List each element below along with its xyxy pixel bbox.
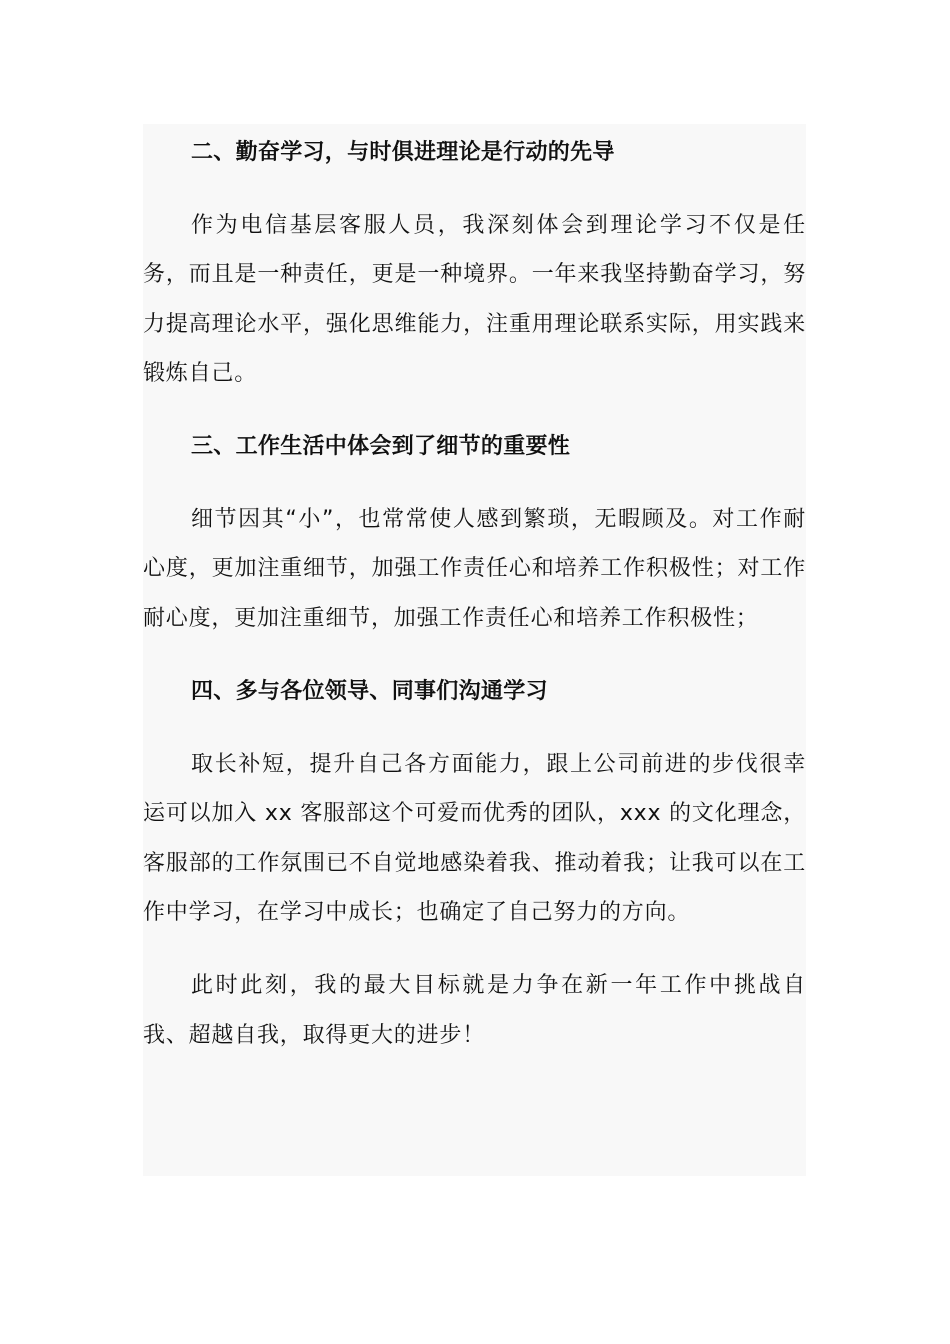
section-heading-4: 四、多与各位领导、同事们沟通学习	[191, 679, 548, 705]
section-heading-3: 三、工作生活中体会到了细节的重要性	[191, 434, 571, 460]
section-heading-2: 二、勤奋学习，与时俱进理论是行动的先导	[191, 140, 615, 165]
document-page	[143, 124, 806, 1176]
section-body-2: 作为电信基层客服人员，我深刻体会到理论学习不仅是任务，而且是一种责任，更是一种境界。一年来我坚持勤奋学习，努力提高理论水平，强化思维能力，注重用理论联系实际，用实践来锻炼自己。	[143, 213, 806, 386]
section-body-3: 细节因其“小”，也常常使人感到繁琐，无暇顾及。对工作耐心度，更加注重细节，加强工作责任心和培养工作积极性；对工作耐心度，更加注重细节，加强工作责任心和培养工作积极性；	[143, 507, 806, 631]
closing-paragraph: 此时此刻，我的最大目标就是力争在新一年工作中挑战自我、超越自我，取得更大的进步！	[143, 973, 806, 1048]
section-body-4: 取长补短，提升自己各方面能力，跟上公司前进的步伐很幸运可以加入 xx 客服部这个可爱而优秀的团队，xxx 的文化理念，客服部的工作氛围已不自觉地感染着我、推动着我；让我可以在工作中学习，在学习中成长；也确定了自己努力的方向。	[143, 752, 806, 925]
